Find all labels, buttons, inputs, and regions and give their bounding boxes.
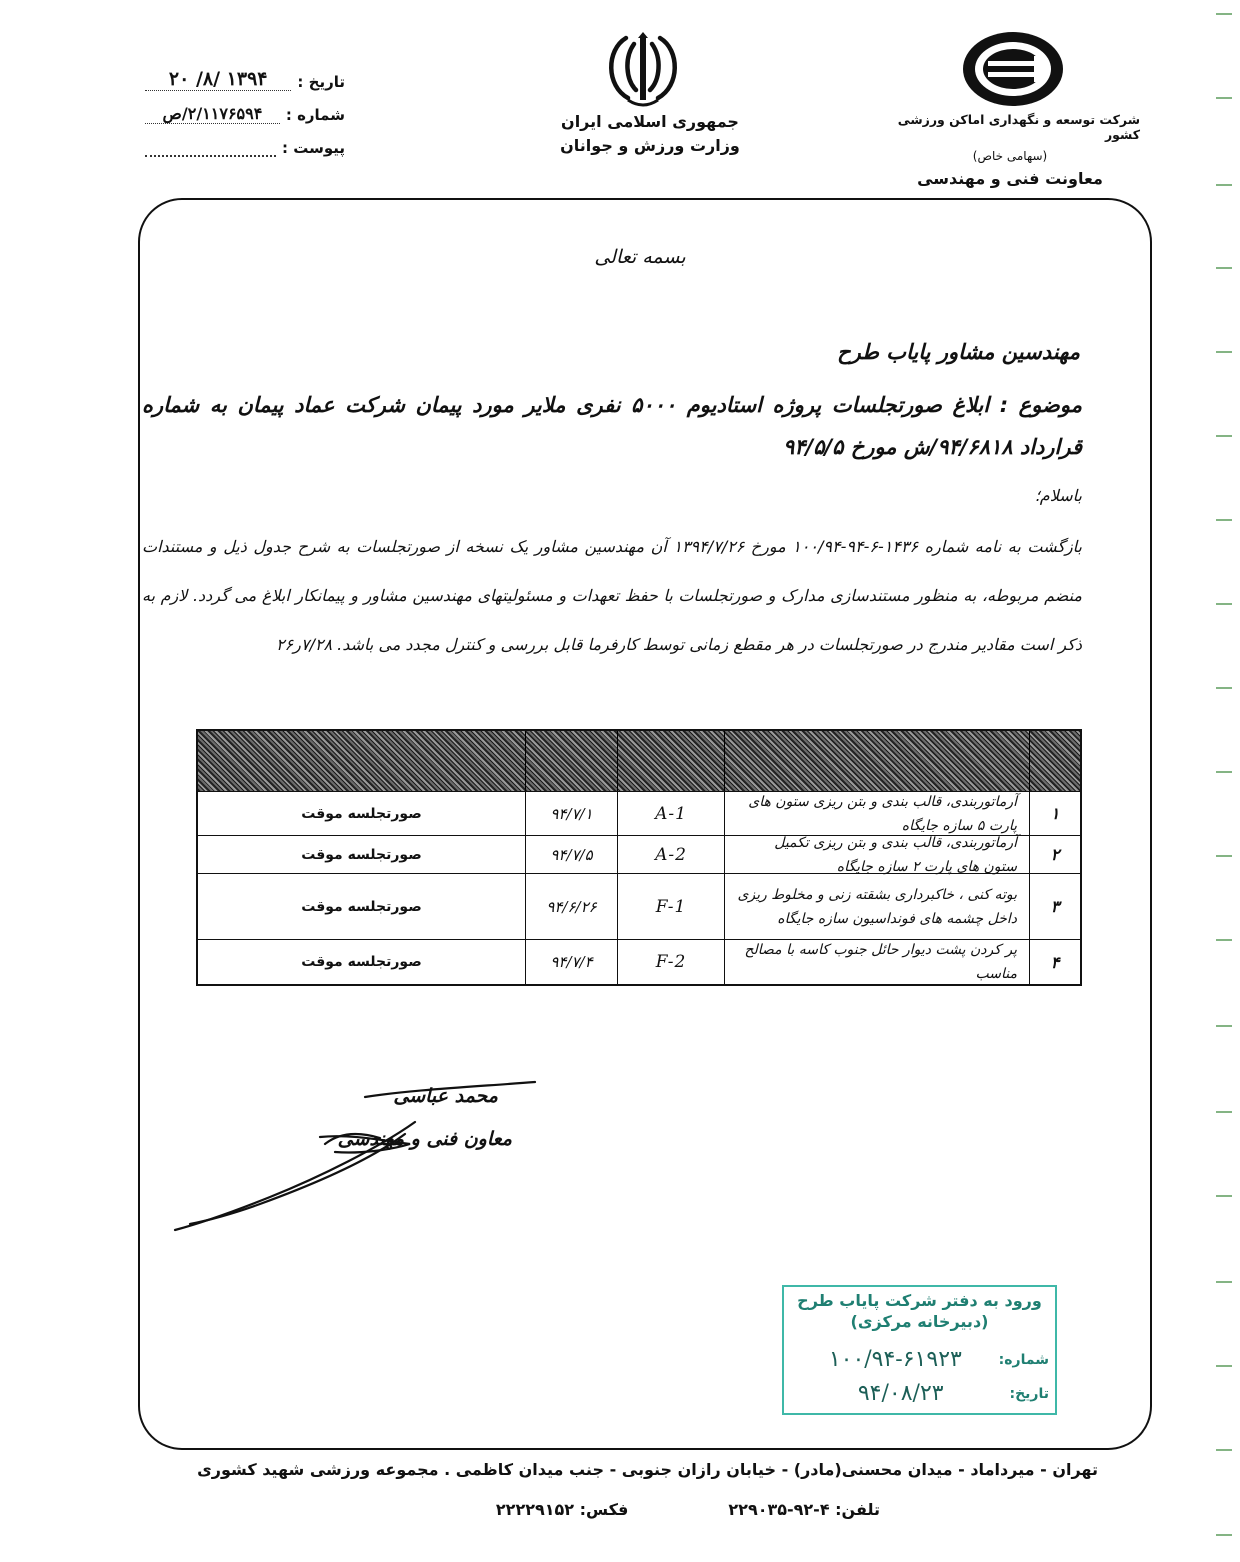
row-description: آرماتوربندی، قالب بندی و بتن ریزی ستون های پارت ۵ سازه جایگاه — [724, 792, 1029, 835]
row-type: صورتجلسه موقت — [301, 846, 422, 863]
date-value: ۱۳۹۴ /۸/ ۲۰ — [145, 68, 291, 91]
body-text: بازگشت به نامه شماره ۱۴۳۶-۶-۹۴-۱۰۰/۹۴ مورخ ۱۳۹۴/۷/۲۶ آن مهندسین مشاور یک نسخه از صورتجلسات به شرح جدول ذیل و مستندات منضم مربوطه، به منظور مستندسازی مدارک و صورتجلسات با حفظ تعهدات و مسئولیتهای مهندسین مشاور و پیمانکار ابلاغ می گردد. لازم به ذکر است مقادیر مندرج در صورتجلسات در هر مقطع زمانی توسط کارفرما قابل بررسی و کنترل مجدد می باشد. ۷/۲۸ر۲۶ — [142, 537, 1083, 654]
header-cell — [1029, 731, 1080, 791]
row-type: صورتجلسه موقت — [301, 954, 422, 970]
receipt-stamp — [782, 1285, 1057, 1415]
row-number: ۱ — [1029, 792, 1080, 835]
number-value: ۲/۱۱۷۶۵۹۴/ص — [145, 104, 280, 124]
row-date: ۹۴/۷/۵ — [525, 836, 617, 873]
minutes-table — [196, 729, 1082, 986]
table-row — [198, 874, 1080, 940]
stamp-number-value: ۱۰۰/۹۴-۶۱۹۲۳ — [828, 1347, 962, 1372]
number-label: شماره : — [285, 106, 345, 124]
basmala: بسمه تعالی — [594, 246, 686, 268]
company-type: (سهامی خاص) — [972, 149, 1048, 163]
row-number: ۴ — [1029, 940, 1080, 984]
company-name: شرکت توسعه و نگهداری اماکن ورزشی کشور — [897, 112, 1140, 142]
stamp-subtitle: (دبیرخانه مرکزی) — [850, 1312, 989, 1331]
header-cell — [724, 731, 1029, 791]
row-description: پر کردن پشت دیوار حائل جنوب کاسه با مصالح مناسب — [724, 940, 1029, 984]
row-date: ۹۴/۷/۴ — [525, 940, 617, 984]
company-heading — [880, 112, 1140, 188]
government-heading — [530, 112, 770, 155]
footer-phone: تلفن: ۴-۹۲-۲۲۹۰۳۵ — [728, 1500, 880, 1519]
row-description: بوته کنی ، خاکبرداری بشقته زنی و مخلوط ریزی داخل چشمه های فونداسیون سازه جایگاه — [724, 874, 1029, 939]
date-label: تاریخ : — [297, 73, 345, 91]
table-row — [198, 836, 1080, 874]
footer-fax: فکس: ۲۲۲۲۹۱۵۲ — [495, 1500, 629, 1519]
header-cell — [525, 731, 617, 791]
greeting: باسلام؛ — [1034, 486, 1082, 505]
row-code: A-2 — [617, 836, 724, 873]
row-type: صورتجلسه موقت — [301, 805, 422, 822]
row-number: ۲ — [1029, 836, 1080, 873]
recipient: مهندسین مشاور پایاب طرح — [837, 340, 1080, 364]
stamp-number-label: شماره: — [998, 1351, 1049, 1368]
signature-scribble — [150, 1072, 550, 1232]
table-row — [198, 940, 1080, 984]
date-row — [145, 58, 345, 91]
ministry-name: وزارت ورزش و جوانان — [560, 136, 740, 155]
signer-title: معاون فنی و مهندسی — [337, 1128, 512, 1150]
stamp-date-label: تاریخ: — [1009, 1385, 1049, 1402]
row-code: A-1 — [617, 792, 724, 835]
signer-name: محمد عباسی — [393, 1085, 498, 1107]
government-name: جمهوری اسلامی ایران — [561, 112, 739, 131]
row-number: ۳ — [1029, 874, 1080, 939]
row-description: آرماتوربندی، قالب بندی و بتن ریزی تکمیل ستون های پارت ۲ سازه جایگاه — [724, 836, 1029, 873]
company-department: معاونت فنی و مهندسی — [917, 169, 1103, 188]
company-logo-icon — [958, 28, 1068, 110]
stamp-date-value: ۹۴/۰۸/۲۳ — [857, 1381, 944, 1406]
header-cell — [198, 731, 525, 791]
footer-address: تهران - میرداماد - میدان محسنی(مادر) - خیابان رازان جنوبی - جنب میدان کاظمی . مجموعه ورزشی شهید کشوری — [197, 1460, 1098, 1479]
row-type: صورتجلسه موقت — [301, 898, 422, 915]
stamp-title: ورود به دفتر شرکت پایاب طرح — [797, 1291, 1042, 1310]
row-code: F-2 — [617, 940, 724, 984]
row-date: ۹۴/۷/۱ — [525, 792, 617, 835]
table-header — [198, 731, 1080, 792]
table-row — [198, 792, 1080, 836]
stamp-number-row — [792, 1347, 1049, 1372]
attachment-label: پیوست : — [281, 139, 345, 157]
attachment-row — [145, 124, 345, 157]
footer-contact — [496, 1500, 880, 1519]
subject: موضوع : ابلاغ صورتجلسات پروژه استادیوم ۵۰۰۰ نفری ملایر مورد پیمان شرکت عماد پیمان به شماره قرارداد ۹۴/۶۸۱۸/ش مورخ ۹۴/۵/۵ — [142, 393, 1082, 459]
row-code: F-1 — [617, 874, 724, 939]
row-date: ۹۴/۶/۲۶ — [525, 874, 617, 939]
header-cell — [617, 731, 724, 791]
number-row — [145, 91, 345, 124]
scan-edge-marks — [1210, 0, 1240, 1562]
iran-emblem-icon — [598, 28, 688, 110]
letter-meta — [145, 58, 345, 157]
attachment-dots — [145, 143, 276, 157]
stamp-date-row — [792, 1381, 1049, 1406]
